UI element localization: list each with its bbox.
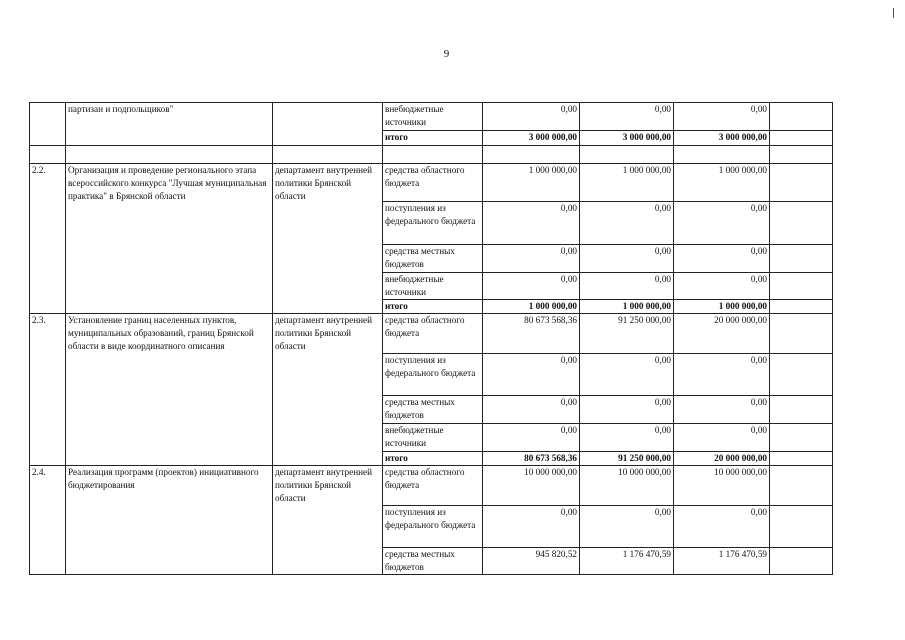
executor-cell: департамент внутренней политики Брянской области: [273, 314, 383, 466]
value-cell: 0,00: [580, 245, 674, 273]
item-name-cell: партизан и подпольщиков": [66, 103, 273, 146]
empty-cell: [770, 424, 833, 452]
empty-cell: [770, 354, 833, 396]
source-label: средства областного бюджета: [383, 314, 483, 354]
table-row: [30, 164, 833, 202]
source-label: поступления из федерального бюджета: [383, 506, 483, 548]
value-cell: 0,00: [674, 396, 770, 424]
value-cell: 1 176 470,59: [580, 548, 674, 575]
item-name-cell: Организация и проведение регионального этапа всероссийского конкурса "Лучшая муниципальная практика" в Брянской области: [66, 164, 273, 314]
empty-cell: [770, 300, 833, 314]
value-cell: 0,00: [674, 103, 770, 131]
value-cell: 1 000 000,00: [483, 164, 580, 202]
source-label: внебюджетные источники: [383, 424, 483, 452]
source-label: средства областного бюджета: [383, 466, 483, 506]
source-label: внебюджетные источники: [383, 103, 483, 131]
value-cell: 1 000 000,00: [580, 300, 674, 314]
source-label: итого: [383, 300, 483, 314]
value-cell: 0,00: [580, 424, 674, 452]
source-label: поступления из федерального бюджета: [383, 354, 483, 396]
scan-mark: [893, 8, 894, 18]
item-number-cell: 2.2.: [30, 164, 66, 314]
value-cell: 0,00: [674, 202, 770, 245]
value-cell: 1 000 000,00: [674, 164, 770, 202]
source-label: внебюджетные источники: [383, 273, 483, 300]
value-cell: 0,00: [580, 202, 674, 245]
value-cell: 0,00: [483, 424, 580, 452]
table-row: [30, 103, 833, 131]
value-cell: 0,00: [483, 506, 580, 548]
value-cell: 10 000 000,00: [580, 466, 674, 506]
source-label: средства областного бюджета: [383, 164, 483, 202]
executor-cell: департамент внутренней политики Брянской области: [273, 164, 383, 314]
value-cell: 0,00: [483, 202, 580, 245]
value-cell: 20 000 000,00: [674, 452, 770, 466]
source-label: итого: [383, 452, 483, 466]
value-cell: 3 000 000,00: [483, 131, 580, 146]
value-cell: 0,00: [580, 273, 674, 300]
item-number-cell: 2.4.: [30, 466, 66, 575]
value-cell: 1 000 000,00: [483, 300, 580, 314]
value-cell: 80 673 568,36: [483, 452, 580, 466]
source-label: средства местных бюджетов: [383, 548, 483, 575]
empty-cell: [770, 164, 833, 202]
item-name-cell: Установление границ населенных пунктов, муниципальных образований, границ Брянской области в виде координатного описания: [66, 314, 273, 466]
empty-cell: [770, 245, 833, 273]
empty-cell: [770, 396, 833, 424]
empty-cell: [770, 202, 833, 245]
value-cell: 0,00: [580, 396, 674, 424]
empty-cell: [770, 103, 833, 131]
source-label: средства местных бюджетов: [383, 245, 483, 273]
value-cell: 10 000 000,00: [483, 466, 580, 506]
value-cell: 20 000 000,00: [674, 314, 770, 354]
value-cell: 0,00: [483, 396, 580, 424]
source-label: итого: [383, 131, 483, 146]
value-cell: 0,00: [483, 354, 580, 396]
value-cell: 0,00: [674, 424, 770, 452]
empty-cell: [770, 466, 833, 506]
table-row: [30, 314, 833, 354]
value-cell: 0,00: [674, 506, 770, 548]
empty-cell: [770, 548, 833, 575]
value-cell: 1 000 000,00: [580, 164, 674, 202]
value-cell: 3 000 000,00: [580, 131, 674, 146]
value-cell: 3 000 000,00: [674, 131, 770, 146]
executor-cell: [273, 103, 383, 146]
value-cell: 0,00: [674, 354, 770, 396]
empty-cell: [770, 506, 833, 548]
empty-cell: [770, 131, 833, 146]
value-cell: 0,00: [580, 103, 674, 131]
value-cell: 0,00: [674, 273, 770, 300]
value-cell: 80 673 568,36: [483, 314, 580, 354]
value-cell: 0,00: [483, 273, 580, 300]
source-label: поступления из федерального бюджета: [383, 202, 483, 245]
value-cell: 91 250 000,00: [580, 452, 674, 466]
budget-table: [29, 102, 833, 575]
page-number: 9: [443, 48, 450, 60]
value-cell: 945 820,52: [483, 548, 580, 575]
value-cell: 0,00: [483, 103, 580, 131]
value-cell: 0,00: [483, 245, 580, 273]
value-cell: 0,00: [674, 245, 770, 273]
value-cell: 1 000 000,00: [674, 300, 770, 314]
empty-cell: [770, 273, 833, 300]
item-name-cell: Реализация программ (проектов) инициативного бюджетирования: [66, 466, 273, 575]
empty-cell: [770, 314, 833, 354]
table-row: [30, 466, 833, 506]
empty-cell: [770, 452, 833, 466]
item-number-cell: 2.3.: [30, 314, 66, 466]
executor-cell: департамент внутренней политики Брянской области: [273, 466, 383, 575]
source-label: средства местных бюджетов: [383, 396, 483, 424]
value-cell: 0,00: [580, 506, 674, 548]
value-cell: 0,00: [580, 354, 674, 396]
value-cell: 1 176 470,59: [674, 548, 770, 575]
spacer-row: [30, 146, 833, 164]
value-cell: 91 250 000,00: [580, 314, 674, 354]
value-cell: 10 000 000,00: [674, 466, 770, 506]
item-number-cell: [30, 103, 66, 146]
